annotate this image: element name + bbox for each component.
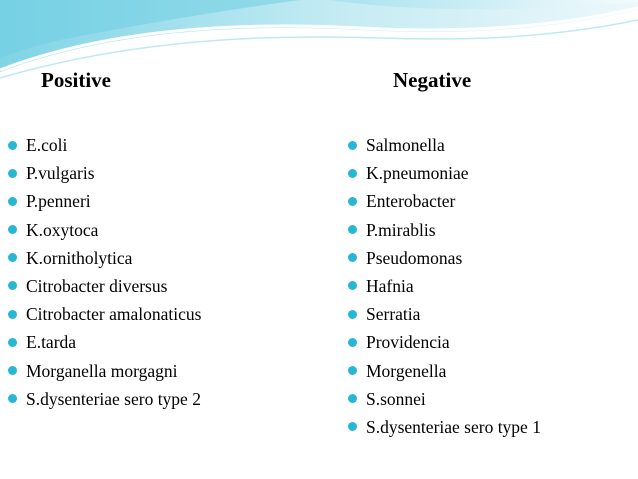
list-item — [348, 244, 541, 272]
list-item — [8, 385, 201, 413]
list-item-label: Citrobacter amalonaticus — [26, 304, 202, 325]
bullet-icon — [8, 394, 17, 403]
list-item — [8, 272, 201, 300]
list-item-label: P.mirablis — [366, 219, 436, 240]
list-item-label: K.oxytoca — [26, 219, 99, 240]
list-item — [8, 187, 201, 215]
bullet-icon — [8, 141, 17, 150]
list-item — [348, 216, 541, 244]
bullet-icon — [348, 366, 357, 375]
list-item-label: E.coli — [26, 135, 68, 155]
list-item-label: Salmonella — [366, 135, 445, 155]
bullet-icon — [348, 281, 357, 290]
bullet-icon — [8, 197, 17, 206]
bullet-icon — [8, 366, 17, 375]
list-item-label: K.ornitholytica — [26, 247, 133, 268]
list-item — [8, 328, 201, 356]
list-item — [8, 300, 201, 328]
list-item-label: Serratia — [366, 304, 421, 325]
list-item — [348, 272, 541, 300]
list-item-label: E.tarda — [26, 332, 77, 353]
list-item — [8, 159, 201, 187]
list-item-label: S.sonnei — [366, 388, 426, 409]
list-item-label: P.vulgaris — [26, 163, 95, 184]
negative-heading: Negative — [393, 68, 472, 92]
bullet-icon — [348, 169, 357, 178]
bullet-icon — [348, 394, 357, 403]
bullet-icon — [348, 310, 357, 319]
list-item — [8, 357, 201, 385]
list-item-label: K.pneumoniae — [366, 163, 469, 184]
positive-list — [8, 131, 201, 413]
list-item — [348, 187, 541, 215]
list-item-label: Citrobacter diversus — [26, 275, 168, 296]
list-item — [348, 413, 541, 441]
list-item — [348, 300, 541, 328]
list-item — [348, 159, 541, 187]
bullet-icon — [8, 253, 17, 262]
bullet-icon — [348, 422, 357, 431]
bullet-icon — [8, 338, 17, 347]
list-item-label: P.penneri — [26, 191, 91, 212]
list-item — [348, 131, 541, 159]
list-item-label: Morganella morgagni — [26, 360, 178, 381]
list-item — [348, 328, 541, 356]
list-item-label: S.dysenteriae sero type 1 — [366, 416, 541, 437]
list-item — [8, 131, 201, 159]
list-item-label: Enterobacter — [366, 191, 456, 212]
list-item — [348, 385, 541, 413]
list-item — [8, 216, 201, 244]
list-item-label: Hafnia — [366, 275, 414, 296]
list-item — [348, 357, 541, 385]
bullet-icon — [348, 338, 357, 347]
negative-list — [348, 131, 541, 441]
bullet-icon — [348, 253, 357, 262]
bullet-icon — [8, 281, 17, 290]
list-item-label: Pseudomonas — [366, 247, 463, 268]
list-item-label: Morgenella — [366, 360, 447, 381]
bullet-icon — [348, 225, 357, 234]
bullet-icon — [8, 169, 17, 178]
list-item-label: Providencia — [366, 332, 450, 353]
bullet-icon — [348, 197, 357, 206]
list-item — [8, 244, 201, 272]
bullet-icon — [8, 310, 17, 319]
bullet-icon — [8, 225, 17, 234]
positive-heading: Positive — [41, 68, 111, 92]
bullet-icon — [348, 141, 357, 150]
list-item-label: S.dysenteriae sero type 2 — [26, 388, 201, 409]
